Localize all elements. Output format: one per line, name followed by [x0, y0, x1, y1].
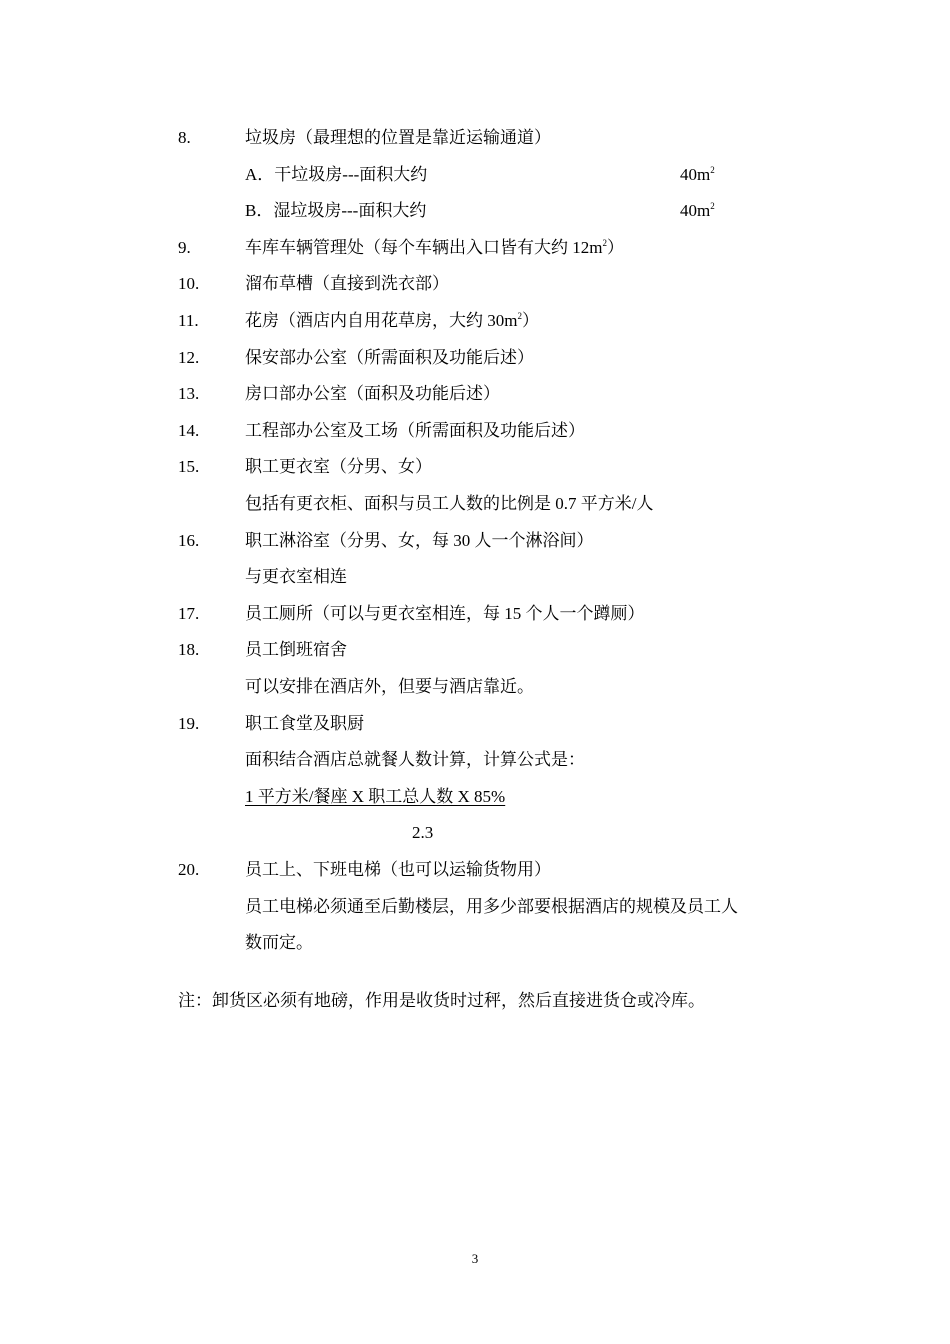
area-value: 40m — [680, 165, 711, 184]
item-text-main: 包括有更衣柜、面积与员工人数的比例是 0.7 平方米/人 — [245, 494, 654, 513]
item-text-main: 面积结合酒店总就餐人数计算，计算公式是： — [245, 750, 585, 769]
item-number: 12. — [178, 348, 200, 367]
item-text-main: 垃圾房（最理想的位置是靠近运输通道） — [245, 128, 551, 147]
item-text — [245, 714, 364, 734]
item-text-main: 职工更衣室（分男、女） — [245, 457, 432, 476]
item-text-main: A．干垃圾房---面积大约 — [245, 165, 428, 184]
item-number: 15. — [178, 457, 200, 476]
item-text-main: 花房（酒店内自用花草房，大约 30m — [245, 311, 518, 330]
area-value: 40m — [680, 201, 711, 220]
formula-numerator — [245, 787, 505, 807]
item-text-main: B．湿垃圾房---面积大约 — [245, 201, 427, 220]
item-text — [245, 384, 500, 404]
item-text — [245, 165, 427, 185]
item-text — [245, 238, 624, 258]
item-text-main: 1 平方米/餐座 X 职工总人数 X 85% — [245, 787, 506, 806]
area-amount — [680, 165, 715, 185]
item-text — [245, 750, 585, 770]
item-text-main: 2.3 — [412, 823, 434, 842]
item-number: 16. — [178, 531, 200, 550]
item-text-tail: ） — [521, 311, 539, 330]
item-text — [245, 494, 653, 514]
item-text — [245, 567, 347, 587]
item-text — [245, 933, 313, 953]
item-text-main: 职工食堂及职厨 — [245, 714, 364, 733]
item-number: 13. — [178, 384, 200, 403]
item-text-main: 保安部办公室（所需面积及功能后述） — [245, 348, 534, 367]
item-text-main: 数而定。 — [245, 933, 313, 952]
item-text-main: 员工厕所（可以与更衣室相连，每 15 个人一个蹲厕） — [245, 604, 645, 623]
item-text-main: 与更衣室相连 — [245, 567, 347, 586]
item-text-main: 工程部办公室及工场（所需面积及功能后述） — [245, 421, 585, 440]
item-text-main: 车库车辆管理处（每个车辆出入口皆有大约 12m — [245, 238, 603, 257]
formula-divisor — [412, 823, 433, 843]
item-text-main: 员工上、下班电梯（也可以运输货物用） — [245, 860, 551, 879]
item-text — [245, 128, 551, 148]
item-text — [245, 457, 432, 477]
page-number: 3 — [471, 1251, 479, 1266]
footnote: 注：卸货区必须有地磅，作用是收货时过秤，然后直接进货仓或冷库。 — [178, 991, 705, 1010]
item-text — [245, 421, 585, 441]
superscript: 2 — [602, 238, 607, 248]
item-text — [245, 640, 347, 660]
item-text — [245, 897, 738, 917]
item-text-main: 员工电梯必须通至后勤楼层，用多少部要根据酒店的规模及员工人 — [245, 897, 738, 916]
item-number: 19. — [178, 714, 200, 733]
item-text — [245, 348, 534, 368]
item-number: 8. — [178, 128, 191, 147]
item-number: 14. — [178, 421, 200, 440]
item-text-tail: ） — [606, 238, 624, 257]
item-text — [245, 274, 449, 294]
area-amount — [680, 201, 715, 221]
item-number: 17. — [178, 604, 200, 623]
item-text-main: 可以安排在酒店外，但要与酒店靠近。 — [245, 677, 534, 696]
superscript: 2 — [517, 311, 522, 321]
item-text-main: 溜布草槽（直接到洗衣部） — [245, 274, 449, 293]
item-text — [245, 531, 594, 551]
item-text-main: 职工淋浴室（分男、女，每 30 人一个淋浴间） — [245, 531, 594, 550]
area-superscript: 2 — [710, 165, 715, 175]
item-number: 10. — [178, 274, 200, 293]
item-text — [245, 677, 534, 697]
item-number: 9. — [178, 238, 191, 257]
item-text-main: 房口部办公室（面积及功能后述） — [245, 384, 500, 403]
item-text — [245, 860, 551, 880]
item-number: 18. — [178, 640, 200, 659]
item-text — [245, 311, 539, 331]
item-text — [245, 201, 426, 221]
item-number: 11. — [178, 311, 199, 330]
item-text — [245, 604, 645, 624]
item-text-main: 员工倒班宿舍 — [245, 640, 347, 659]
item-number: 20. — [178, 860, 200, 879]
area-superscript: 2 — [710, 201, 715, 211]
